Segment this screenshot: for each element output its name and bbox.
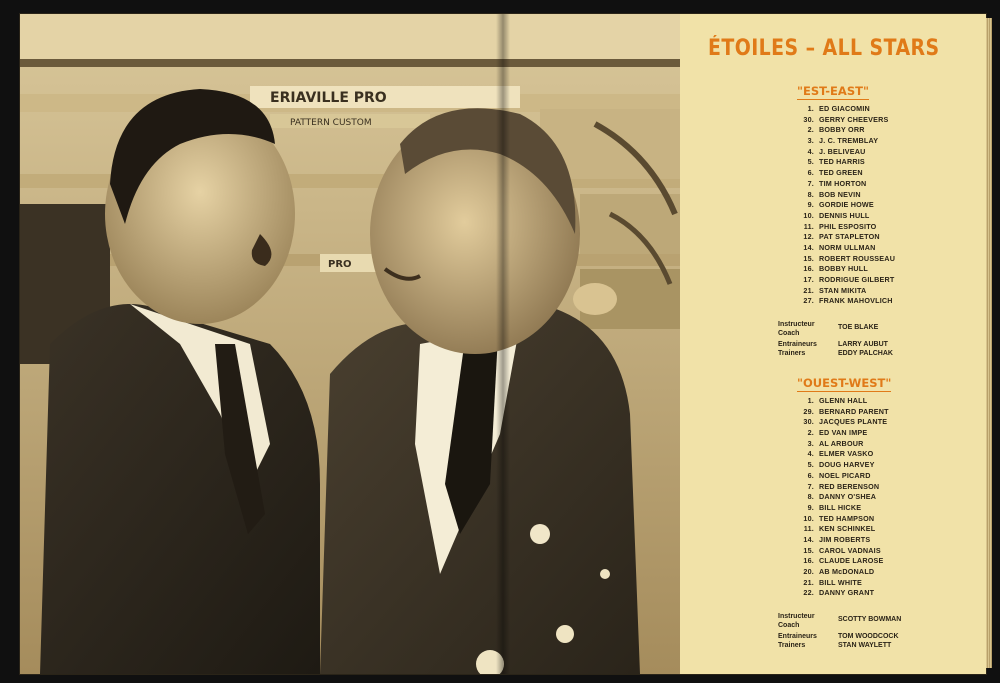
player-number: 7. [807, 178, 814, 188]
player-name: CAROL VADNAIS [819, 545, 881, 555]
roster-row [680, 179, 986, 190]
player-name: BOB NEVIN [819, 189, 861, 199]
roster-row [680, 296, 986, 307]
roster-row [680, 125, 986, 136]
player-number: 2. [807, 125, 814, 135]
roster-row [680, 449, 986, 460]
player-number: 21. [803, 285, 814, 295]
player-number: 4. [807, 146, 814, 156]
player-name: ED VAN IMPE [819, 428, 868, 438]
player-name: DANNY GRANT [819, 588, 875, 598]
svg-text:PRO: PRO [328, 259, 352, 270]
player-name: PAT STAPLETON [819, 232, 880, 242]
player-number: 7. [807, 481, 814, 491]
player-number: 5. [807, 460, 814, 470]
roster-row [680, 556, 986, 567]
player-number: 22. [803, 588, 814, 598]
roster-row [680, 514, 986, 525]
roster-row [680, 428, 986, 439]
player-number: 12. [803, 232, 814, 242]
roster-row [680, 264, 986, 275]
east-heading: "EST-EAST" [797, 84, 869, 98]
player-number: 8. [807, 189, 814, 199]
trainers-role: Entraineurs Trainers [778, 341, 817, 357]
player-number: 9. [807, 200, 814, 210]
player-name: NORM ULLMAN [819, 242, 876, 252]
roster-row [680, 524, 986, 535]
player-name: DENNIS HULL [819, 210, 870, 220]
player-name: TED GREEN [819, 168, 863, 178]
player-number: 1. [807, 396, 814, 405]
west-roster [680, 396, 986, 599]
roster-row [680, 115, 986, 126]
player-name: J. C. TREMBLAY [819, 136, 879, 146]
player-name: FRANK MAHOVLICH [819, 296, 893, 306]
player-number: 3. [807, 136, 814, 146]
player-number: 10. [803, 513, 814, 523]
roster-row [680, 482, 986, 493]
player-name: J. BELIVEAU [819, 146, 866, 156]
player-name: RODRIGUE GILBERT [819, 275, 895, 284]
player-name: STAN MIKITA [819, 285, 867, 295]
player-number: 21. [803, 577, 814, 587]
player-name: CLAUDE LAROSE [819, 556, 884, 566]
roster-row [680, 503, 986, 514]
page-title: ÉTOILES – ALL STARS [708, 36, 940, 61]
player-number: 16. [803, 264, 814, 274]
player-number: 10. [803, 210, 814, 220]
player-number: 27. [803, 296, 814, 306]
roster-row [680, 243, 986, 254]
player-number: 2. [807, 428, 814, 438]
player-name: AL ARBOUR [819, 438, 864, 448]
roster-row [680, 136, 986, 147]
player-name: AB McDONALD [819, 567, 875, 576]
trainers-role: Entraineurs Trainers [778, 633, 817, 649]
player-name: BOBBY ORR [819, 125, 865, 135]
roster-row [680, 168, 986, 179]
player-number: 17. [803, 275, 814, 284]
roster-row [680, 588, 986, 599]
player-name: ROBERT ROUSSEAU [819, 253, 896, 263]
player-number: 11. [803, 221, 814, 231]
west-heading: "OUEST-WEST" [797, 376, 892, 390]
roster-row [680, 232, 986, 243]
roster-row [680, 492, 986, 503]
player-name: BILL WHITE [819, 577, 862, 587]
roster-row [680, 190, 986, 201]
player-number: 14. [803, 242, 814, 252]
player-name: DOUG HARVEY [819, 460, 875, 470]
player-number: 16. [803, 556, 814, 566]
trainer-name: STAN WAYLETT [838, 642, 892, 649]
player-number: 15. [803, 253, 814, 263]
roster-row [680, 567, 986, 578]
roster-row [680, 104, 986, 115]
player-name: TED HARRIS [819, 157, 865, 167]
roster-page [680, 14, 986, 674]
roster-row [680, 286, 986, 297]
svg-text:PATTERN CUSTOM: PATTERN CUSTOM [290, 118, 372, 128]
roster-row [680, 417, 986, 428]
player-name: ED GIACOMIN [819, 104, 870, 113]
player-number: 14. [803, 534, 814, 544]
player-number: 11. [803, 524, 814, 534]
player-name: BERNARD PARENT [819, 406, 889, 416]
coach-name: SCOTTY BOWMAN [838, 616, 902, 623]
roster-row [680, 407, 986, 418]
trainer-name: TOM WOODCOCK [838, 633, 899, 640]
player-name: DANNY O'SHEA [819, 492, 877, 502]
player-name: GLENN HALL [819, 396, 868, 405]
page-edge [986, 18, 992, 668]
trainer-name: EDDY PALCHAK [838, 350, 893, 357]
roster-row [680, 147, 986, 158]
player-number: 4. [807, 449, 814, 459]
roster-row [680, 157, 986, 168]
player-number: 9. [807, 502, 814, 512]
roster-row [680, 460, 986, 471]
roster-row [680, 546, 986, 557]
coach-role: Instructeur Coach [778, 613, 815, 629]
player-name: ELMER VASKO [819, 449, 874, 459]
roster-row [680, 275, 986, 286]
player-number: 3. [807, 438, 814, 448]
roster-row [680, 254, 986, 265]
east-roster [680, 104, 986, 307]
program-spread [20, 14, 986, 674]
roster-row [680, 211, 986, 222]
roster-row [680, 578, 986, 589]
player-name: JIM ROBERTS [819, 534, 871, 544]
player-name: GORDIE HOWE [819, 200, 874, 210]
roster-row [680, 396, 986, 407]
svg-text:ERIAVILLE PRO: ERIAVILLE PRO [270, 90, 387, 106]
player-name: TED HAMPSON [819, 513, 875, 523]
player-name: BILL HICKE [819, 502, 862, 512]
photo-icon [20, 14, 680, 674]
player-name: NOEL PICARD [819, 470, 871, 480]
player-number: 15. [803, 545, 814, 555]
photo-page [20, 14, 680, 674]
page-gutter [496, 14, 510, 674]
roster-row [680, 439, 986, 450]
player-number: 20. [803, 567, 814, 576]
player-name: GERRY CHEEVERS [819, 114, 889, 124]
player-number: 6. [807, 168, 814, 178]
roster-row [680, 200, 986, 211]
player-number: 1. [807, 104, 814, 113]
player-name: BOBBY HULL [819, 264, 868, 274]
player-number: 30. [803, 114, 814, 124]
player-name: RED BERENSON [819, 481, 880, 491]
player-number: 30. [803, 417, 814, 427]
trainer-name: LARRY AUBUT [838, 341, 888, 348]
player-name: KEN SCHINKEL [819, 524, 876, 534]
player-number: 29. [803, 406, 814, 416]
player-name: TIM HORTON [819, 178, 867, 188]
coach-role: Instructeur Coach [778, 321, 815, 337]
coach-name: TOE BLAKE [838, 324, 879, 331]
player-number: 8. [807, 492, 814, 502]
roster-row [680, 471, 986, 482]
player-number: 6. [807, 470, 814, 480]
player-number: 5. [807, 157, 814, 167]
roster-row [680, 535, 986, 546]
player-name: JACQUES PLANTE [819, 417, 888, 427]
roster-row [680, 222, 986, 233]
player-name: PHIL ESPOSITO [819, 221, 877, 231]
